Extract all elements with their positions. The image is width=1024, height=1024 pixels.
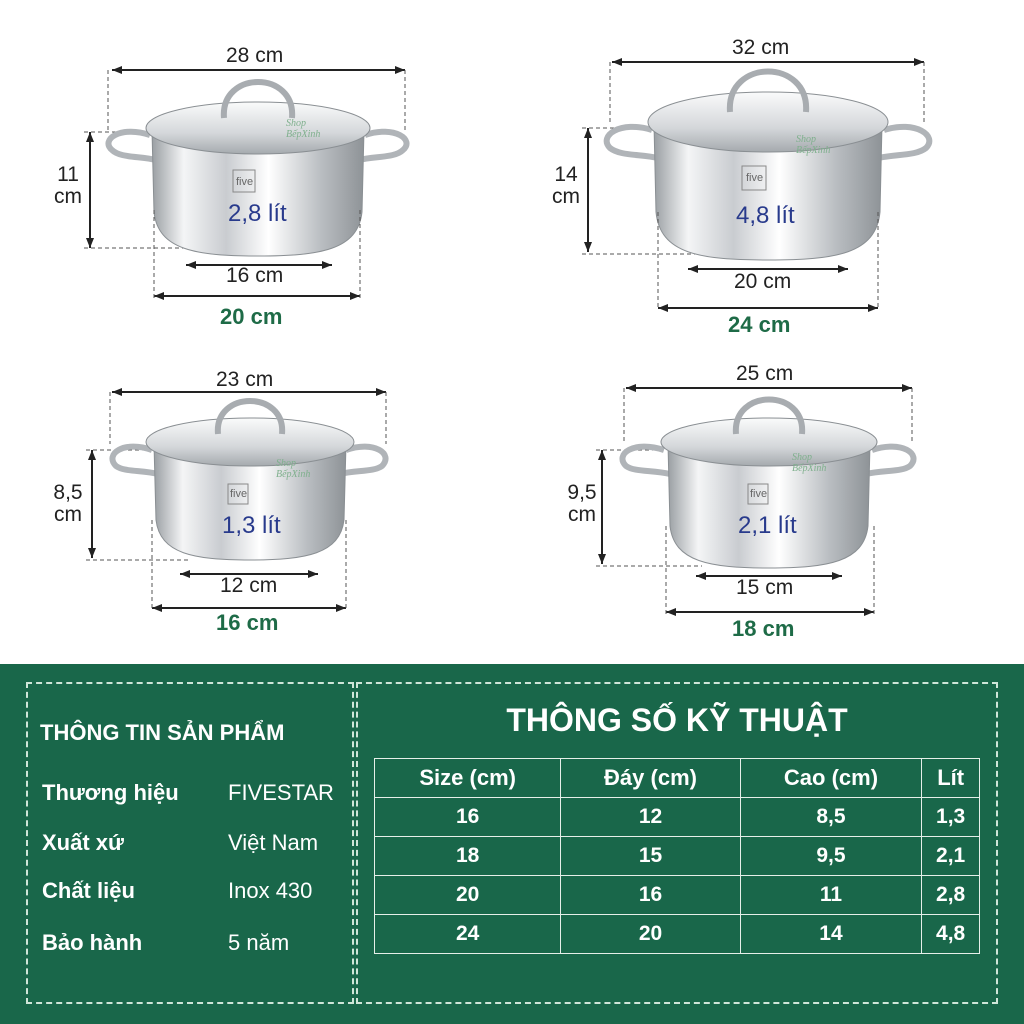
info-key-warranty: Bảo hành <box>42 930 143 955</box>
info-key-material: Chất liệu <box>42 878 135 903</box>
brand-mark: five <box>230 488 248 500</box>
spec-cell: 9,5 <box>740 837 922 876</box>
volume-label: 2,1 lít <box>738 512 797 539</box>
spec-cell: 2,1 <box>922 837 980 876</box>
height-label: 14 cm <box>552 163 580 208</box>
spec-header-volume: Lít <box>922 759 980 798</box>
bottom-label: 20 cm <box>734 270 792 293</box>
top-width-label: 32 cm <box>732 36 790 59</box>
top-width-label: 28 cm <box>226 44 284 67</box>
spec-cell: 20 <box>375 876 561 915</box>
spec-table <box>374 758 980 954</box>
table-row <box>375 915 980 954</box>
info-value-brand: FIVESTAR <box>228 780 334 805</box>
spec-cell: 8,5 <box>740 798 922 837</box>
volume-label: 2,8 lít <box>228 200 287 227</box>
spec-cell: 12 <box>561 798 740 837</box>
diameter-label: 20 cm <box>220 304 283 329</box>
watermark: Shop BếpXinh <box>276 458 311 480</box>
table-row <box>375 798 980 837</box>
spec-cell: 24 <box>375 915 561 954</box>
brand-mark: five <box>750 488 768 500</box>
bottom-label: 16 cm <box>226 264 284 287</box>
pot-16cm <box>0 340 512 660</box>
info-key-brand: Thương hiệu <box>42 780 179 805</box>
spec-title: THÔNG SỐ KỸ THUẬT <box>506 702 848 738</box>
spec-cell: 15 <box>561 837 740 876</box>
spec-cell: 16 <box>561 876 740 915</box>
watermark: Shop BếpXinh <box>286 118 321 140</box>
spec-header-row <box>375 759 980 798</box>
height-label: 8,5 cm <box>53 481 83 526</box>
diameter-label: 24 cm <box>728 312 791 337</box>
spec-cell: 18 <box>375 837 561 876</box>
watermark: Shop BếpXinh <box>792 452 827 474</box>
table-row <box>375 837 980 876</box>
spec-cell: 2,8 <box>922 876 980 915</box>
info-key-origin: Xuất xứ <box>42 830 124 855</box>
brand-mark: five <box>236 176 254 188</box>
bottom-label: 12 cm <box>220 574 278 597</box>
spec-header-size: Size (cm) <box>375 759 561 798</box>
info-value-warranty: 5 năm <box>228 930 290 955</box>
height-label: 9,5 cm <box>567 481 597 526</box>
height-label: 11 cm <box>54 163 82 208</box>
spec-cell: 16 <box>375 798 561 837</box>
spec-cell: 4,8 <box>922 915 980 954</box>
diameter-label: 16 cm <box>216 610 279 635</box>
watermark: Shop BếpXinh <box>796 134 831 156</box>
volume-label: 1,3 lít <box>222 512 281 539</box>
info-value-material: Inox 430 <box>228 878 313 903</box>
brand-mark: five <box>746 172 764 184</box>
spec-cell: 1,3 <box>922 798 980 837</box>
top-width-label: 23 cm <box>216 368 274 391</box>
spec-cell: 11 <box>740 876 922 915</box>
volume-label: 4,8 lít <box>736 202 795 229</box>
pot-18cm <box>512 340 1024 660</box>
bottom-label: 15 cm <box>736 576 794 599</box>
info-value-origin: Việt Nam <box>228 830 319 855</box>
diameter-label: 18 cm <box>732 616 795 641</box>
top-width-label: 25 cm <box>736 362 794 385</box>
spec-cell: 14 <box>740 915 922 954</box>
spec-cell: 20 <box>561 915 740 954</box>
spec-header-height: Cao (cm) <box>740 759 922 798</box>
spec-header-bottom: Đáy (cm) <box>561 759 740 798</box>
pot-20cm <box>0 0 512 340</box>
table-row <box>375 876 980 915</box>
pot-24cm <box>512 0 1024 340</box>
product-info-title: THÔNG TIN SẢN PHẨM <box>40 720 285 745</box>
